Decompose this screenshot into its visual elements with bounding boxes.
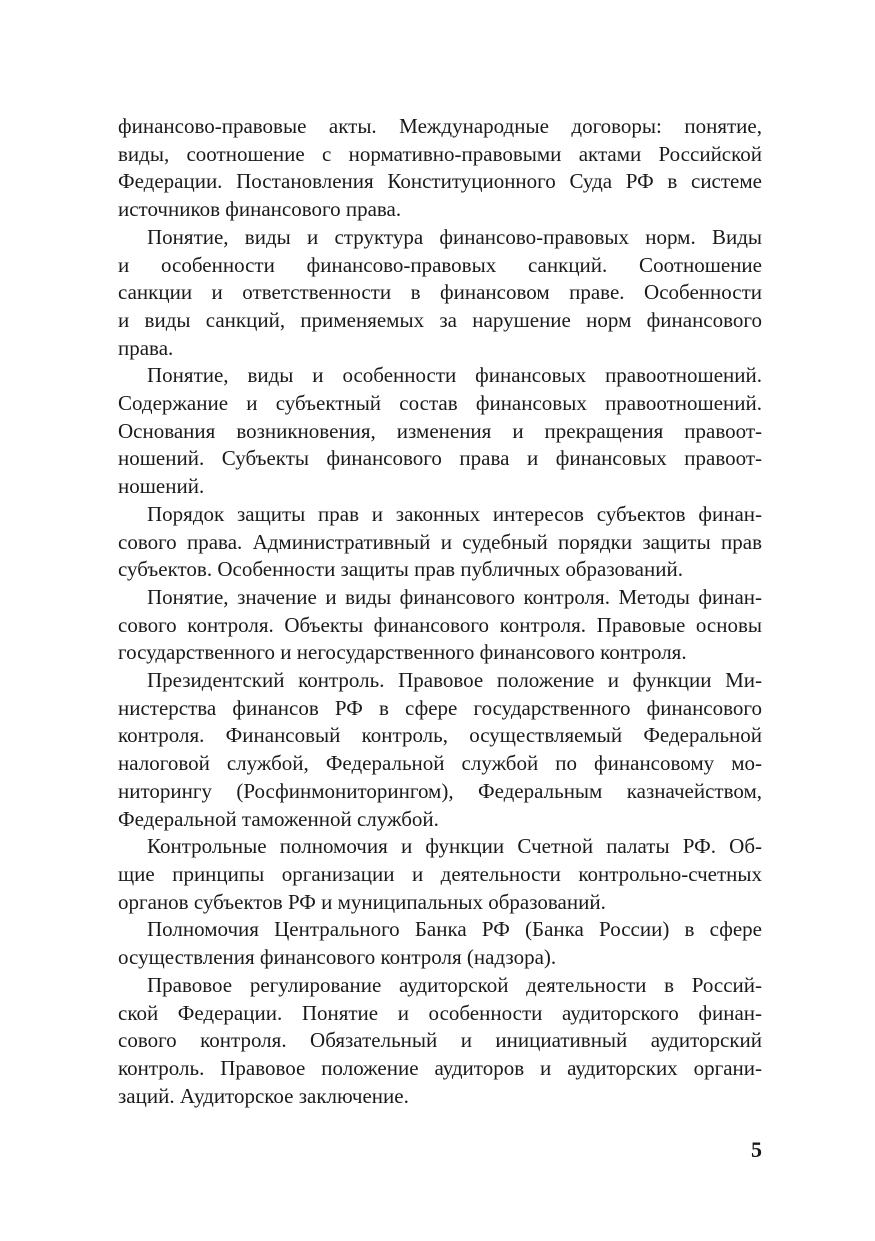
text-line: Понятие, виды и структура финансово-правовых норм. Виды [147, 224, 762, 249]
text-line: органов субъектов РФ и муниципальных образований. [118, 889, 606, 914]
paragraph [118, 584, 762, 667]
text-line: Полномочия Центрального Банка РФ (Банка России) в сфере [147, 917, 762, 942]
text-line: финансово-правовые акты. Международные договоры: понятие, [118, 114, 762, 138]
text-line: субъектов. Особенности защиты прав публичных образований. [118, 557, 683, 582]
text-line: и особенности финансово-правовых санкций. Соотношение [118, 252, 762, 277]
text-line: Президентский контроль. Правовое положение и функции Ми- [147, 668, 762, 693]
text-line: Контрольные полномочия и функции Счетной палаты РФ. Об- [147, 834, 762, 859]
paragraph [118, 972, 762, 1111]
text-line: контроль. Правовое положение аудиторов и аудиторских органи- [118, 1055, 762, 1080]
text-line: ниторингу (Росфинмониторингом), Федеральным казначейством, [118, 778, 762, 803]
text-line: ношений. [118, 474, 205, 499]
text-line: виды, соотношение с нормативно-правовыми актами Российской [118, 141, 762, 166]
text-line: Понятие, значение и виды финансового контроля. Методы финан- [147, 584, 762, 609]
text-line: сового контроля. Обязательный и инициативный аудиторский [118, 1028, 762, 1053]
text-line: ской Федерации. Понятие и особенности аудиторского финан- [118, 1000, 762, 1025]
paragraph [118, 916, 762, 971]
text-line: Понятие, виды и особенности финансовых правоотношений. [147, 363, 762, 388]
text-line: сового контроля. Объекты финансового контроля. Правовые основы [118, 612, 762, 637]
text-line: Правовое регулирование аудиторской деятельности в Россий- [147, 972, 762, 997]
paragraph [118, 501, 762, 584]
text-line: щие принципы организации и деятельности контрольно-счетных [118, 861, 762, 886]
paragraph [118, 833, 762, 916]
paragraph [118, 113, 762, 224]
text-line: санкции и ответственности в финансовом праве. Особенности [118, 280, 762, 305]
paragraph [118, 667, 762, 833]
paragraph [118, 224, 762, 363]
text-line: нистерства финансов РФ в сфере государственного финансового [118, 695, 762, 720]
paragraph [118, 362, 762, 501]
text-line: Основания возникновения, изменения и прекращения правоот- [118, 418, 762, 443]
text-line: Содержание и субъектный состав финансовых правоотношений. [118, 391, 762, 416]
text-line: права. [118, 335, 174, 360]
text-line: Федеральной таможенной службой. [118, 806, 439, 831]
text-line: сового права. Административный и судебный порядки защиты прав [118, 529, 762, 554]
text-line: Федерации. Постановления Конституционного Суда РФ в системе [118, 169, 762, 194]
text-line: ношений. Субъекты финансового права и финансовых правоот- [118, 446, 762, 471]
text-line: заций. Аудиторское заключение. [118, 1083, 409, 1108]
text-line: налоговой службой, Федеральной службой по финансовому мо- [118, 751, 762, 776]
text-line: контроля. Финансовый контроль, осуществляемый Федеральной [118, 723, 762, 748]
text-line: Порядок защиты прав и законных интересов субъектов финан- [147, 501, 762, 526]
text-line: источников финансового права. [118, 197, 402, 222]
text-line: государственного и негосударственного финансового контроля. [118, 640, 687, 665]
body-text [118, 113, 762, 1110]
text-line: осуществления финансового контроля (надзора). [118, 945, 557, 970]
page-number: 5 [751, 1137, 762, 1162]
text-line: и виды санкций, применяемых за нарушение норм финансового [118, 307, 762, 332]
